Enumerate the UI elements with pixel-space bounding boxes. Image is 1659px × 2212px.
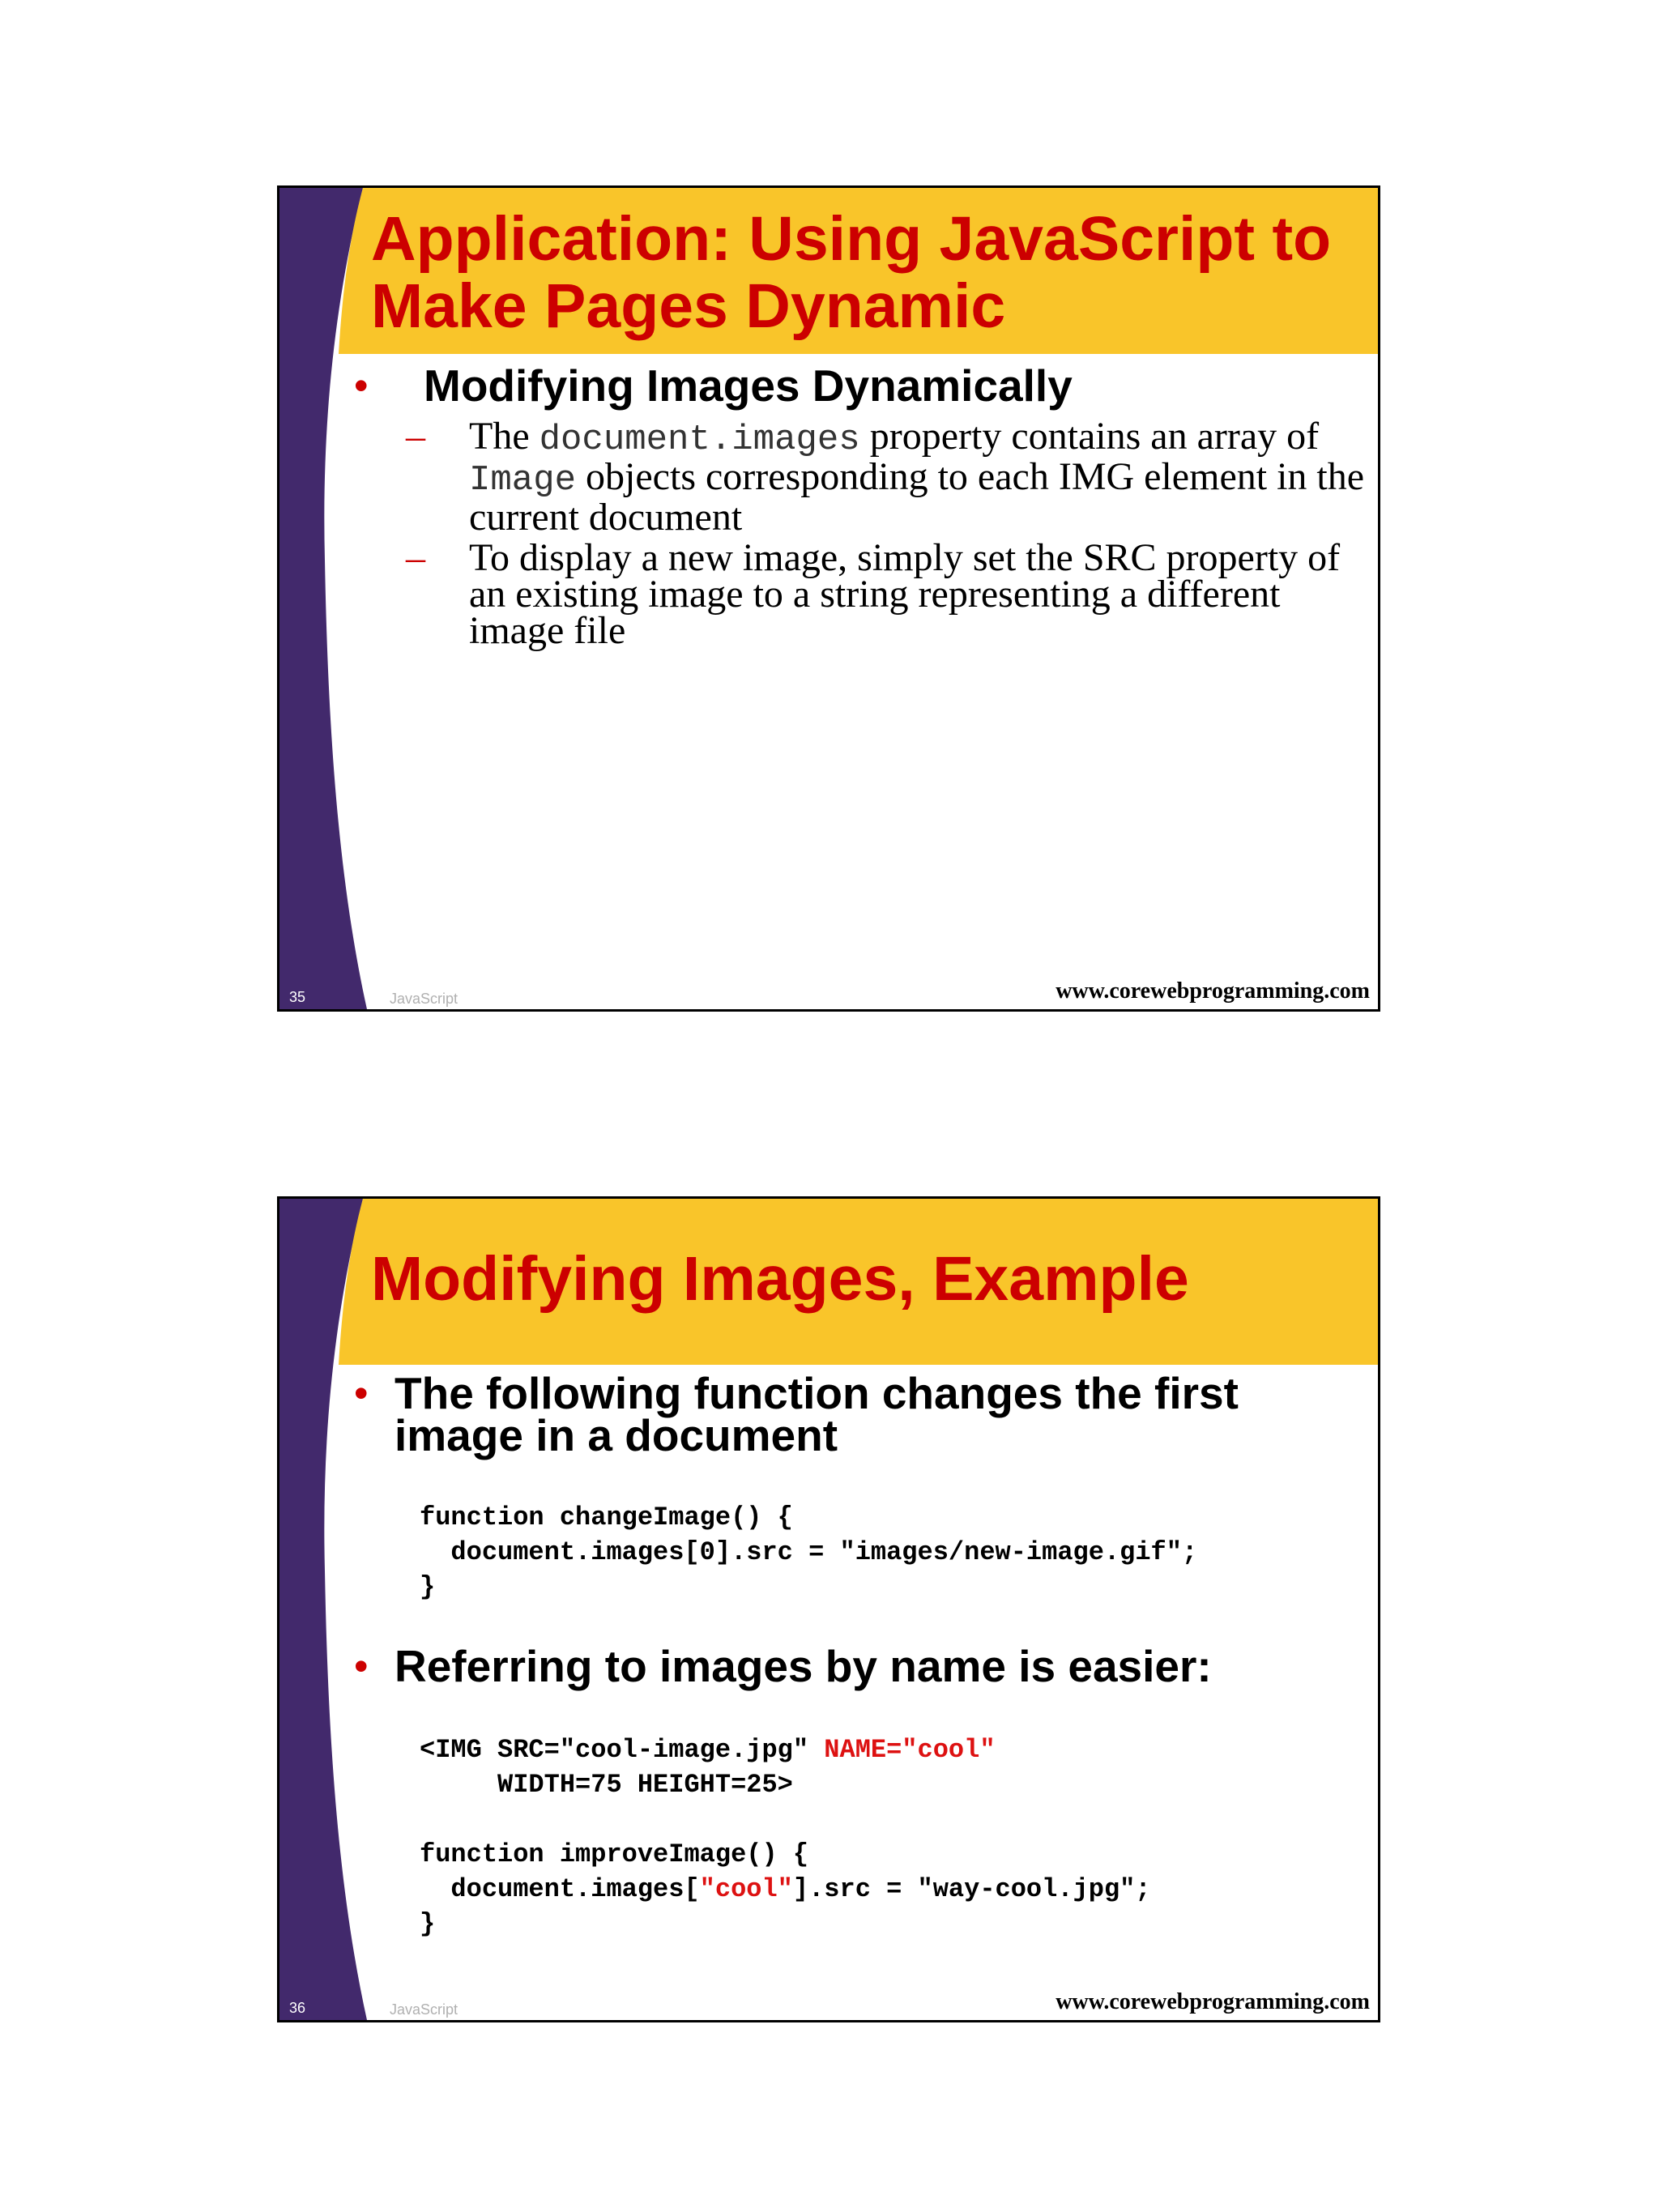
dash-marker: –	[406, 415, 425, 458]
slide-36	[277, 1196, 1380, 2022]
bullet-marker: •	[354, 363, 369, 408]
code-line: WIDTH=75 HEIGHT=25>	[420, 1770, 793, 1800]
inline-code-document-images: document.images	[539, 420, 860, 460]
sub-bullet-post: objects corresponding to each IMG element in the current document	[469, 455, 1365, 539]
code-line: }	[420, 1909, 436, 1939]
footer-url: www.corewebprogramming.com	[1056, 978, 1370, 1004]
code-block-change-image	[420, 1500, 1197, 1605]
code-line: document.images[	[420, 1874, 700, 1904]
bullet-marker: •	[354, 1643, 369, 1689]
sub-bullet-pre: The	[469, 415, 539, 458]
slide-title: Modifying Images, Example	[371, 1244, 1189, 1314]
code-highlight-key: "cool"	[699, 1874, 793, 1904]
sub-bullet-mid: property contains an array of	[859, 415, 1320, 458]
code-line: document.images[0].src = "images/new-image.gif";	[420, 1537, 1198, 1567]
code-line: function changeImage() {	[420, 1502, 793, 1532]
bullet-text: Modifying Images Dynamically	[424, 360, 1073, 411]
sub-bullet-text	[469, 415, 1368, 539]
code-block-improve-image	[420, 1733, 1151, 1941]
footer-label: JavaScript	[390, 991, 458, 1007]
code-line: function improveImage() {	[420, 1839, 809, 1869]
slide-title: Application: Using JavaScript to Make Pages Dynamic	[371, 204, 1332, 341]
bullet-text: Referring to images by name is easier:	[394, 1641, 1212, 1691]
dash-marker: –	[406, 536, 425, 579]
page-number: 35	[289, 989, 306, 1005]
bullet-marker: •	[354, 1370, 369, 1416]
footer-url: www.corewebprogramming.com	[1056, 1989, 1370, 2014]
code-line: ].src = "way-cool.jpg";	[792, 1874, 1151, 1904]
code-highlight-name-attr: NAME="cool"	[824, 1735, 996, 1765]
bullet-text: The following function changes the first image in a document	[394, 1368, 1239, 1460]
slide-35	[277, 185, 1380, 1012]
code-line: <IMG SRC="cool-image.jpg"	[420, 1735, 825, 1765]
inline-code-image: Image	[469, 460, 577, 501]
sub-bullet-text: To display a new image, simply set the SRC property of an existing image to a string representing a different image file	[469, 536, 1341, 652]
footer-label: JavaScript	[390, 2001, 458, 2018]
page-number: 36	[289, 2000, 306, 2016]
code-line: }	[420, 1572, 436, 1602]
